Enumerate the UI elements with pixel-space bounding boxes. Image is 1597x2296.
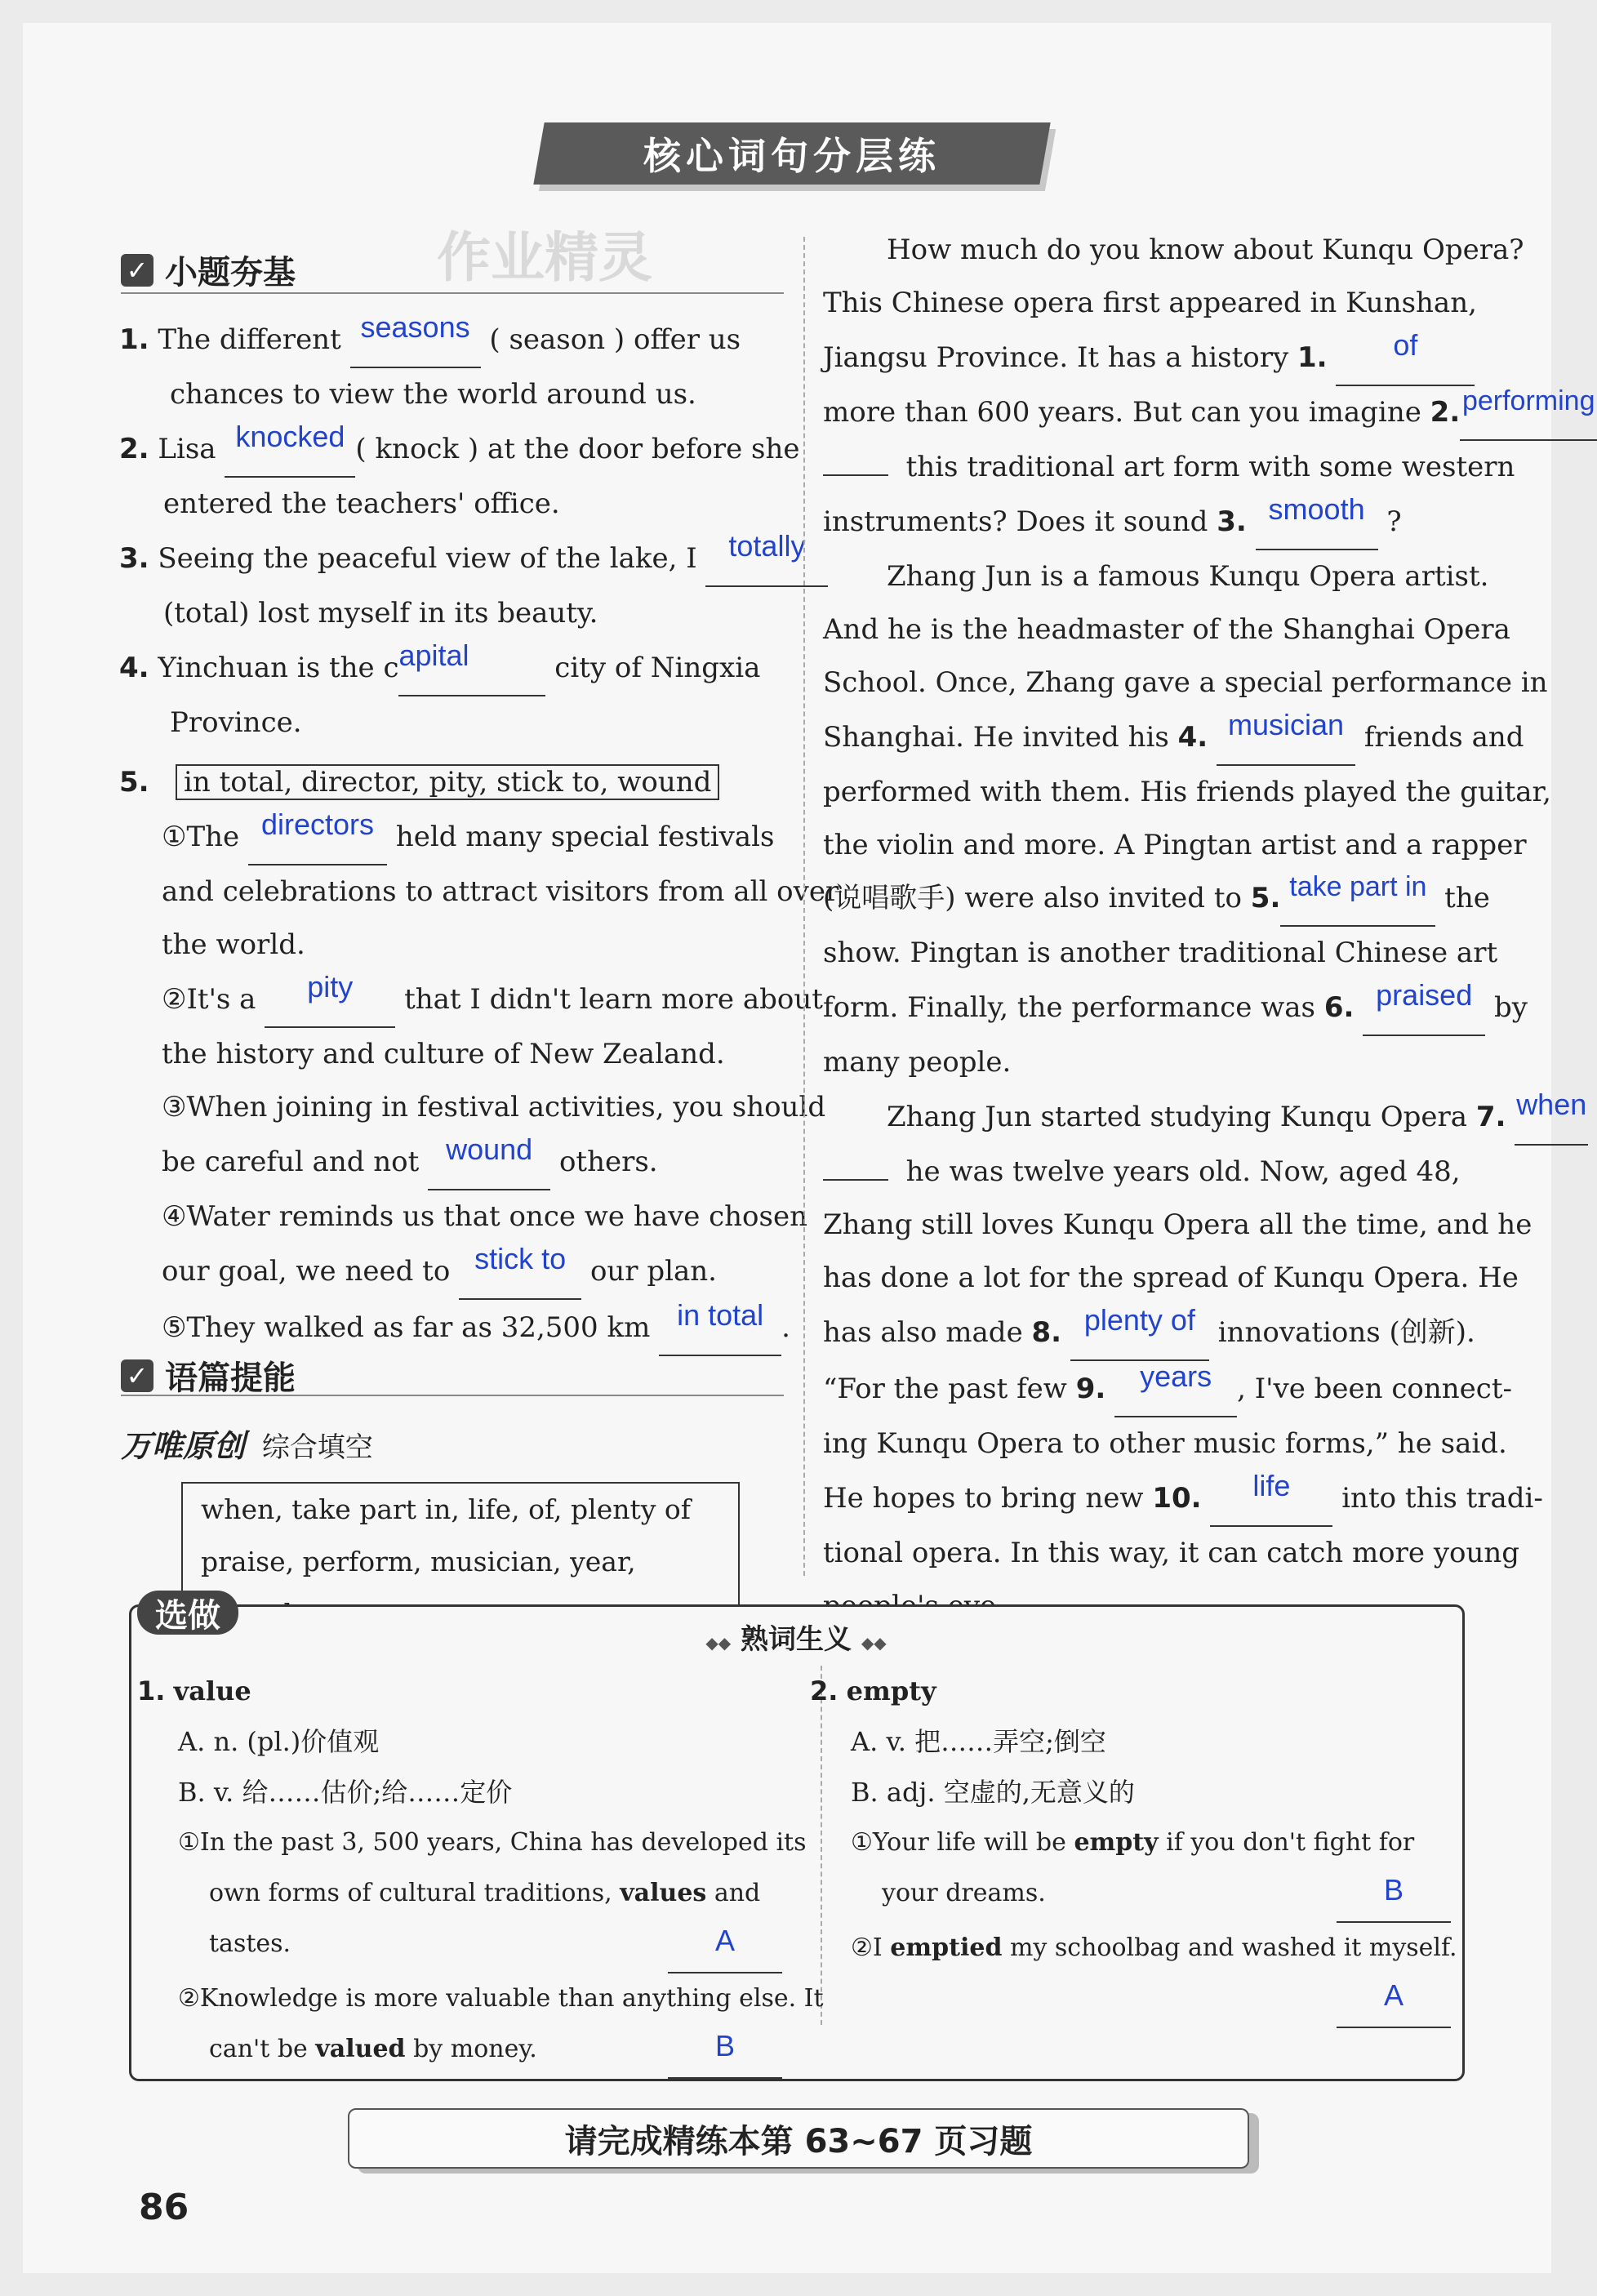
passage-line: School. Once, Zhang gave a special performance in	[823, 666, 1548, 699]
section2-divider	[121, 1395, 784, 1396]
blank-5[interactable]: take part in	[1280, 872, 1435, 927]
passage-line: this traditional art form with some western	[823, 441, 1492, 494]
q5-s1-line2: and celebrations to attract visitors from all over	[162, 875, 839, 908]
optional-title: 熟词生义	[741, 1623, 852, 1656]
section2-title: 语篇提能	[165, 1359, 296, 1397]
passage-line: has also made 8. plenty of innovations (创新).	[823, 1305, 1492, 1361]
optional-word2	[810, 1666, 1457, 2028]
q4-line1: 4. Yinchuan is the capital city of Ningxia	[119, 640, 789, 696]
word1-example1-line3: tastes. A	[137, 1919, 782, 1973]
wordbox-line2: praise, perform, musician, year,	[201, 1546, 636, 1577]
practice-instruction: 请完成精练本第 63~67 页习题	[348, 2108, 1249, 2169]
q5-s3-line1: ③When joining in festival activities, you should	[162, 1091, 826, 1124]
diamond-icon: ◆◆	[861, 1633, 887, 1653]
blank-1[interactable]: of	[1336, 330, 1475, 386]
q5-s4-line1: ④Water reminds us that once we have chosen	[162, 1200, 807, 1233]
q5-s2-line2: the history and culture of New Zealand.	[162, 1038, 725, 1070]
wordbox-line1: when, take part in, life, of, plenty of	[201, 1493, 691, 1525]
passage-line: instruments? Does it sound 3. smooth ?	[823, 494, 1492, 550]
blank-9[interactable]: years	[1114, 1361, 1237, 1417]
q3-line2: (total) lost myself in its beauty.	[163, 597, 598, 630]
q5-s1-line3: the world.	[162, 928, 305, 961]
passage	[823, 224, 1595, 1633]
q1-line2: chances to view the world around us.	[170, 378, 696, 411]
q1-blank[interactable]: seasons	[350, 312, 481, 368]
word1-heading: 1. value	[137, 1675, 251, 1706]
word1-example1-line2: own forms of cultural traditions, values and	[209, 1879, 761, 1907]
q5-s1-blank[interactable]: directors	[248, 809, 387, 865]
q5-s3: be careful and not wound others.	[162, 1134, 789, 1190]
word2-meaning-a: A. v. 把……弄空;倒空	[851, 1726, 1106, 1757]
page-number: 86	[139, 2187, 189, 2228]
blank-7[interactable]: when	[1515, 1089, 1588, 1146]
q3-line1: 3. Seeing the peaceful view of the lake, I totally	[119, 531, 789, 587]
section1-heading	[121, 247, 296, 293]
passage-line: many people.	[823, 1046, 1012, 1079]
checkmark-icon: ✓	[121, 1359, 153, 1392]
blank-2[interactable]: performing	[1460, 386, 1597, 441]
passage-line: Shanghai. He invited his 4. musician friends and	[823, 710, 1492, 766]
column-divider	[803, 237, 805, 1576]
q3-blank[interactable]: totally	[705, 531, 828, 587]
section1-questions	[119, 310, 839, 1356]
word2-heading: 2. empty	[810, 1675, 936, 1706]
optional-tag: 选做	[137, 1591, 238, 1635]
section2-heading	[121, 1352, 296, 1399]
passage-line: he was twelve years old. Now, aged 48,	[823, 1146, 1492, 1199]
section2-subtitle-row	[121, 1421, 373, 1466]
word2-example2-blank[interactable]: A	[1337, 1973, 1451, 2028]
passage-line: the violin and more. A Pingtan artist and a rapper	[823, 829, 1527, 861]
q5-sentences	[119, 808, 839, 1356]
q5-s4: our goal, we need to stick to our plan.	[162, 1244, 789, 1300]
q5-s4-blank[interactable]: stick to	[459, 1244, 581, 1300]
section2-subtitle: 综合填空	[261, 1431, 373, 1464]
q5-s1: ①The directors held many special festivals	[162, 809, 789, 865]
passage-line: “For the past few 9. years , I've been connect-	[823, 1361, 1492, 1417]
passage-line: This Chinese opera first appeared in Kunshan,	[823, 287, 1477, 319]
q5-s2: ②It's a pity that I didn't learn more about	[162, 972, 789, 1028]
word2-meaning-b: B. adj. 空虚的,无意义的	[851, 1777, 1135, 1808]
passage-line: tional opera. In this way, it can catch more young	[823, 1537, 1520, 1569]
word2-example2: ②I emptied my schoolbag and washed it myself.	[851, 1933, 1457, 1962]
section1-title: 小题夯基	[165, 254, 296, 291]
section1-divider	[121, 292, 784, 294]
header-banner	[533, 122, 1050, 185]
blank-4[interactable]: musician	[1217, 710, 1355, 766]
blank-7-tail	[823, 1179, 888, 1181]
passage-line: He hopes to bring new 10. life into this tradi-	[823, 1471, 1492, 1527]
passage-line: show. Pingtan is another traditional Chinese art	[823, 937, 1498, 969]
q5-line: 5. in total, director, pity, stick to, wound	[119, 756, 789, 809]
q2-line2: entered the teachers' office.	[163, 487, 560, 520]
passage-line: (说唱歌手) were also invited to 5. take part in the	[823, 872, 1492, 927]
diamond-icon: ◆◆	[705, 1633, 732, 1653]
word1-example2-blank[interactable]: B	[668, 2024, 782, 2079]
passage-line: Jiangsu Province. It has a history 1. of	[823, 330, 1492, 386]
q4-blank[interactable]: apital	[398, 640, 545, 696]
passage-line: form. Finally, the performance was 6. praised by	[823, 980, 1492, 1036]
optional-title-row	[686, 1617, 906, 1657]
word1-example1-blank[interactable]: A	[668, 1919, 782, 1973]
q5-s3-blank[interactable]: wound	[428, 1134, 550, 1190]
q2-blank[interactable]: knocked	[225, 421, 355, 478]
word1-meaning-b: B. v. 给……估价;给……定价	[178, 1777, 513, 1808]
q5-s5-blank[interactable]: in total	[659, 1300, 781, 1356]
passage-line: ing Kunqu Opera to other music forms,” he said.	[823, 1427, 1507, 1460]
blank-3[interactable]: smooth	[1256, 494, 1378, 550]
word2-example1-blank[interactable]: B	[1337, 1868, 1451, 1923]
q5-wordbox: in total, director, pity, stick to, wound	[176, 764, 719, 800]
word2-example1-line2: your dreams. B	[810, 1868, 1451, 1923]
word1-example2-line2: can't be valued by money. B	[137, 2024, 782, 2079]
q4-line2: Province.	[170, 706, 302, 739]
q2-line1: 2. Lisa knocked ( knock ) at the door before she	[119, 421, 789, 478]
word1-example2: ②Knowledge is more valuable than anything else. It	[178, 1984, 824, 2013]
blank-8[interactable]: plenty of	[1070, 1305, 1209, 1361]
brand-logo: 万唯原创	[121, 1428, 246, 1464]
q1-line1: 1. The different seasons ( season ) offer us	[119, 312, 789, 368]
passage-line: Zhang Jun is a famous Kunqu Opera artist.	[887, 560, 1489, 593]
header-title: 核心词句分层练	[643, 134, 941, 178]
q5-s2-blank[interactable]: pity	[265, 972, 395, 1028]
blank-2-tail	[823, 474, 888, 476]
word2-example2-line2	[810, 1973, 1451, 2028]
passage-line: How much do you know about Kunqu Opera?	[887, 234, 1524, 266]
watermark: 作业精灵	[437, 226, 652, 289]
word2-example1: ①Your life will be empty if you don't fight for	[851, 1828, 1415, 1857]
word1-meaning-a: A. n. (pl.)价值观	[178, 1726, 380, 1757]
passage-line: Zhang Jun started studying Kunqu Opera 7. when	[823, 1089, 1492, 1146]
passage-line: And he is the headmaster of the Shanghai Opera	[823, 613, 1510, 646]
passage-line: performed with them. His friends played the guitar,	[823, 776, 1551, 808]
blank-6[interactable]: praised	[1363, 980, 1485, 1036]
blank-10[interactable]: life	[1210, 1471, 1332, 1527]
q5-s5: ⑤They walked as far as 32,500 km in total .	[162, 1300, 789, 1356]
word1-example1: ①In the past 3, 500 years, China has developed its	[178, 1828, 807, 1857]
checkmark-icon: ✓	[121, 254, 153, 287]
passage-line: has done a lot for the spread of Kunqu Opera. He	[823, 1261, 1519, 1294]
passage-line: Zhang still loves Kunqu Opera all the time, and he	[823, 1208, 1532, 1241]
optional-word1	[137, 1666, 824, 2079]
passage-line: more than 600 years. But can you imagine 2.performing	[823, 386, 1492, 441]
